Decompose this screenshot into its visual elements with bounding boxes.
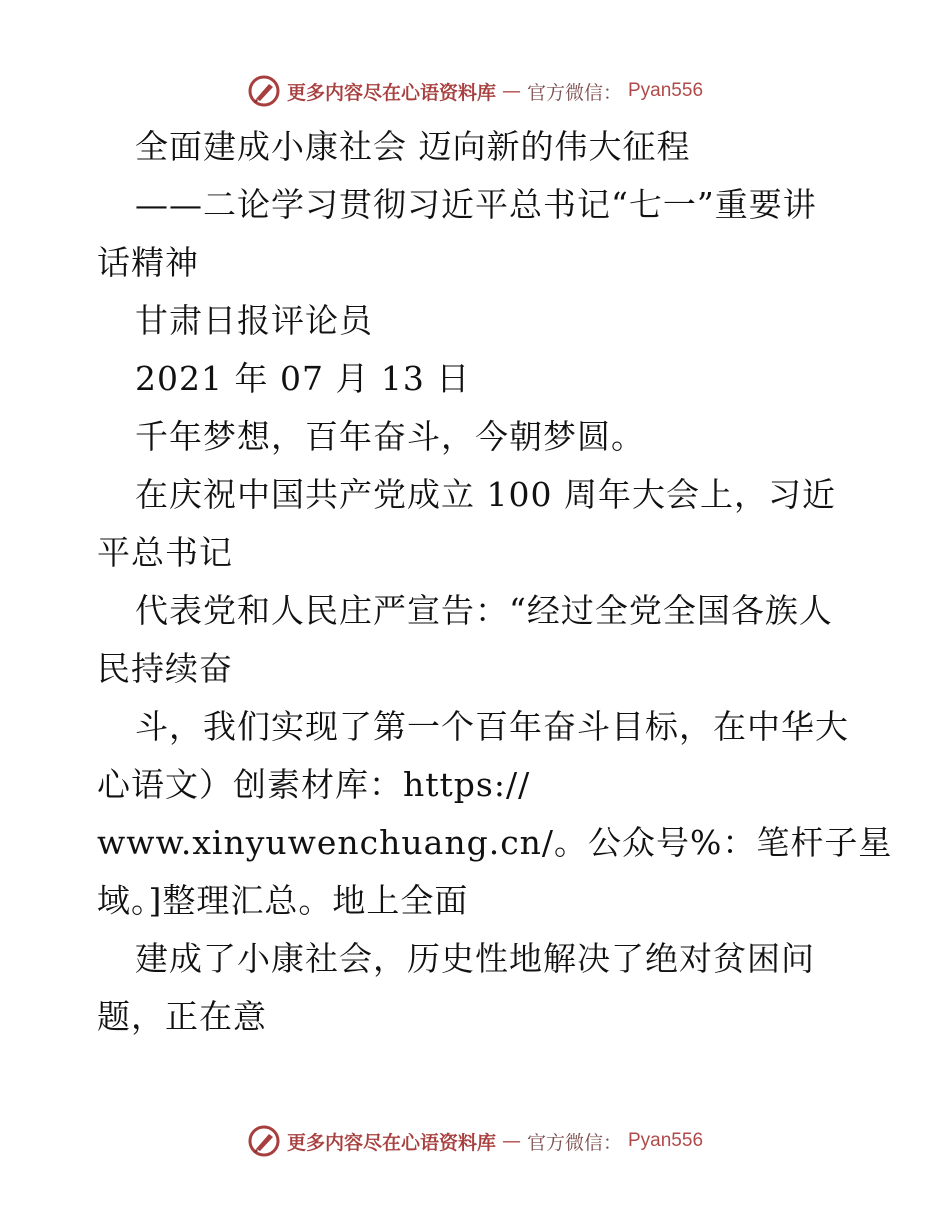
body-line: www.xinyuwenchuang.cn/。公众号%：笔杆子星 <box>97 823 893 862</box>
footer-watermark-banner <box>0 1124 950 1158</box>
banner-wechat-account: Pyan556 <box>628 1130 704 1151</box>
document-body <box>97 118 893 1046</box>
banner-wechat-label: 官方微信： <box>526 1131 622 1154</box>
pen-logo-icon <box>247 74 281 108</box>
banner-dash: — <box>501 1130 521 1152</box>
banner-site-text: 更多内容尽在心语资料库 <box>286 1131 496 1154</box>
article-subtitle-line-2: 话精神 <box>97 243 199 282</box>
banner-wechat-label: 官方微信： <box>526 81 622 104</box>
body-line: 代表党和人民庄严宣告：“经过全党全国各族人 <box>135 591 833 630</box>
body-line: 民持续奋 <box>97 649 233 688</box>
banner-site-text: 更多内容尽在心语资料库 <box>286 81 496 104</box>
body-line: 心语文）创素材库：https:// <box>97 765 531 804</box>
article-author: 甘肃日报评论员 <box>135 301 373 340</box>
body-line: 建成了小康社会，历史性地解决了绝对贫困问 <box>135 939 815 978</box>
article-subtitle-line-1: ——二论学习贯彻习近平总书记“七一”重要讲 <box>135 185 817 224</box>
body-line: 在庆祝中国共产党成立 100 周年大会上，习近 <box>135 475 836 514</box>
body-line: 题，正在意 <box>97 997 267 1036</box>
body-line: 平总书记 <box>97 533 233 572</box>
article-title: 全面建成小康社会 迈向新的伟大征程 <box>135 127 691 166</box>
banner-wechat-account: Pyan556 <box>628 80 704 101</box>
body-line: 斗，我们实现了第一个百年奋斗目标，在中华大 <box>135 707 849 746</box>
article-date: 2021 年 07 月 13 日 <box>135 359 471 398</box>
body-line: 千年梦想，百年奋斗，今朝梦圆。 <box>135 417 645 456</box>
banner-dash: — <box>501 80 521 102</box>
header-watermark-banner <box>0 74 950 108</box>
pen-logo-icon <box>247 1124 281 1158</box>
body-line: 域。]整理汇总。地上全面 <box>97 881 469 920</box>
